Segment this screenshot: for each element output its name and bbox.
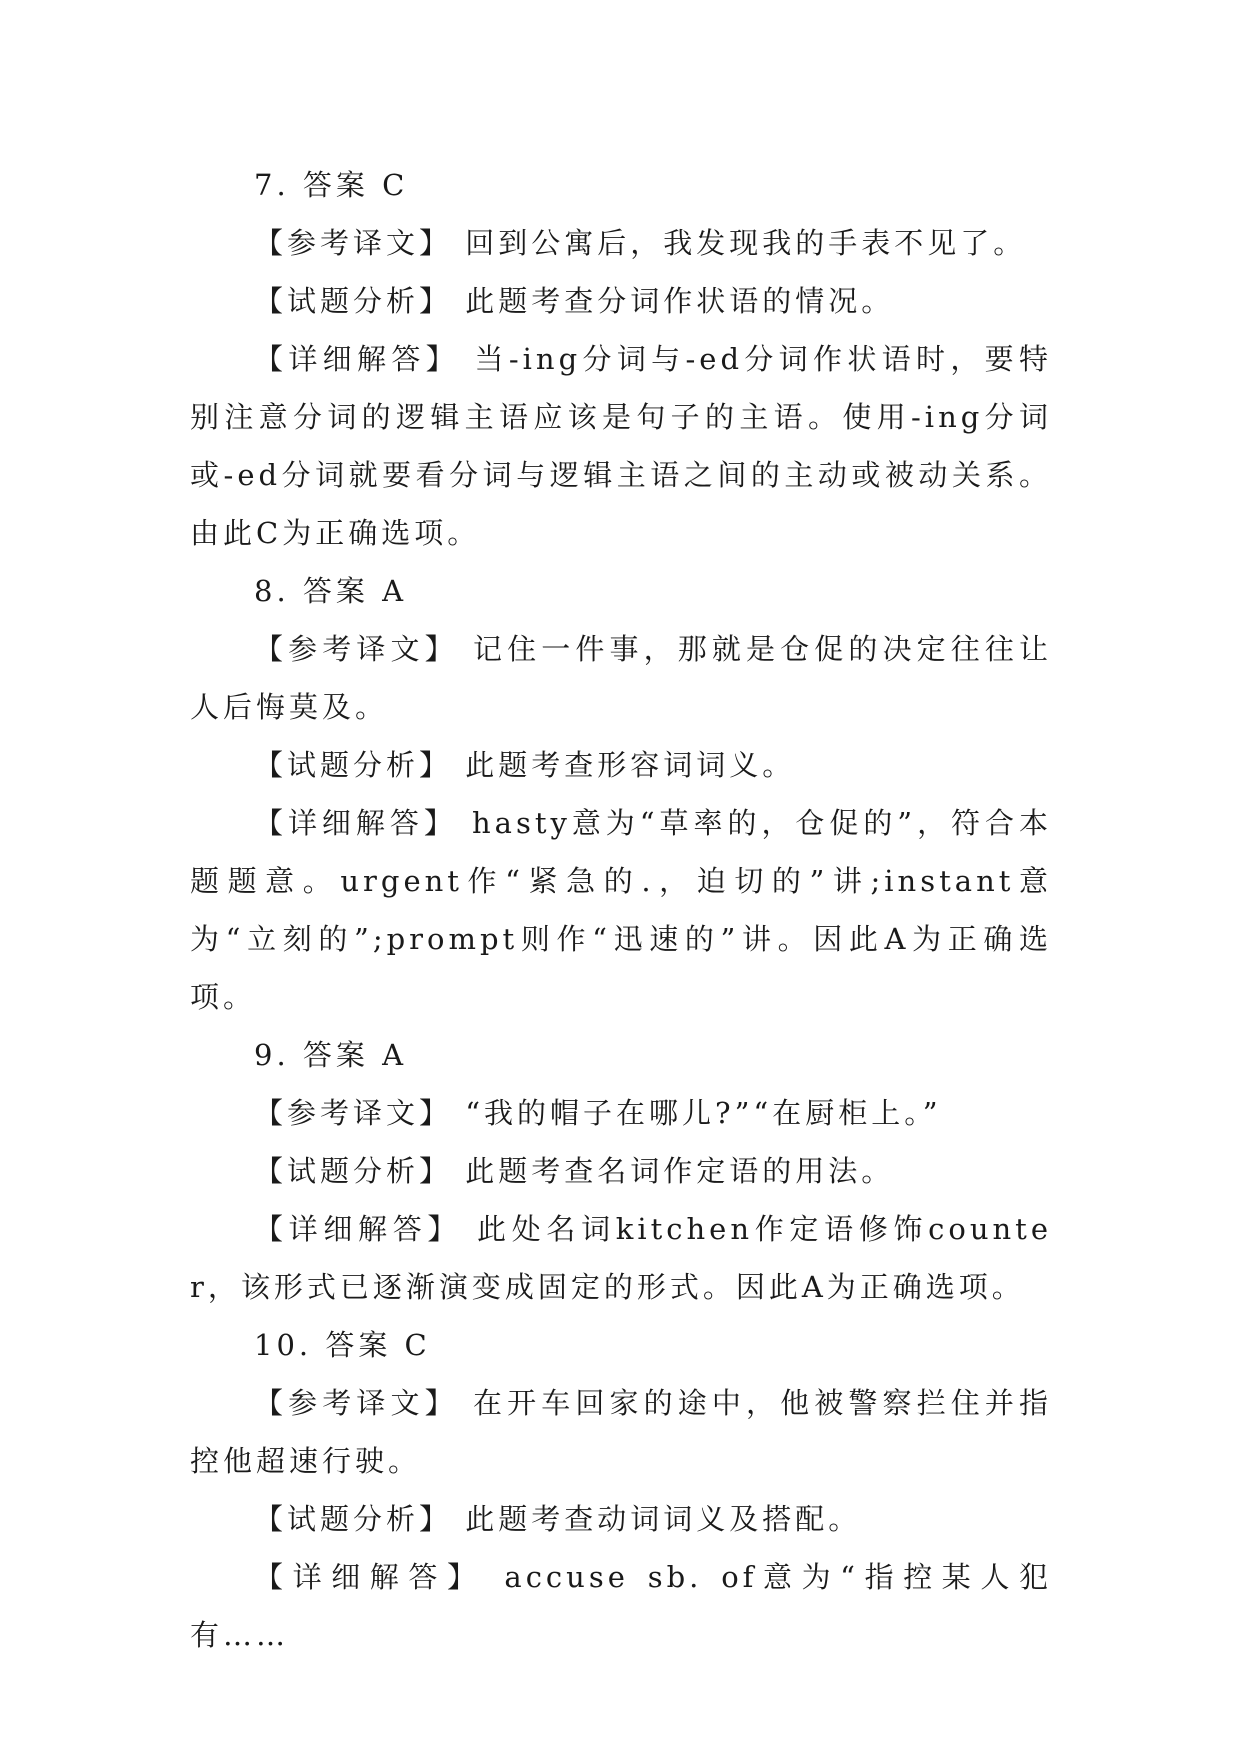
answer-8: 8. 答案 A [254, 574, 408, 608]
answer-10: 10. 答案 C [254, 1328, 431, 1362]
translation-10: 【参考译文】 在开车回家的途中，他被警察拦住并指控他超速行驶。 [190, 1386, 1052, 1478]
translation-7: 【参考译文】 回到公寓后，我发现我的手表不见了。 [254, 226, 1027, 260]
analysis-9: 【试题分析】 此题考查名词作定语的用法。 [254, 1154, 895, 1188]
translation-9: 【参考译文】 “我的帽子在哪儿?”“在厨柜上。” [254, 1096, 942, 1130]
analysis-7: 【试题分析】 此题考查分词作状语的情况。 [254, 284, 895, 318]
analysis-8: 【试题分析】 此题考查形容词词义。 [254, 748, 796, 782]
detail-10: 【详细解答】 accuse sb. of意为“指控某人犯有…… [190, 1560, 1052, 1652]
document-page [190, 156, 1052, 1664]
detail-7: 【详细解答】 当-ing分词与-ed分词作状语时，要特别注意分词的逻辑主语应该是句子的主语。使用-ing分词或-ed分词就要看分词与逻辑主语之间的主动或被动关系。由此C为正确选项。 [190, 342, 1052, 550]
answer-9: 9. 答案 A [254, 1038, 408, 1072]
answer-7: 7. 答案 C [254, 168, 409, 202]
translation-8: 【参考译文】 记住一件事，那就是仓促的决定往往让人后悔莫及。 [190, 632, 1052, 724]
detail-8: 【详细解答】 hasty意为“草率的，仓促的”，符合本题题意。urgent作“紧急的.，迫切的”讲;instant意为“立刻的”;prompt则作“迅速的”讲。因此A为正确选项。 [190, 806, 1052, 1014]
analysis-10: 【试题分析】 此题考查动词词义及搭配。 [254, 1502, 862, 1536]
detail-9: 【详细解答】 此处名词kitchen作定语修饰counter，该形式已逐渐演变成固定的形式。因此A为正确选项。 [190, 1212, 1052, 1304]
